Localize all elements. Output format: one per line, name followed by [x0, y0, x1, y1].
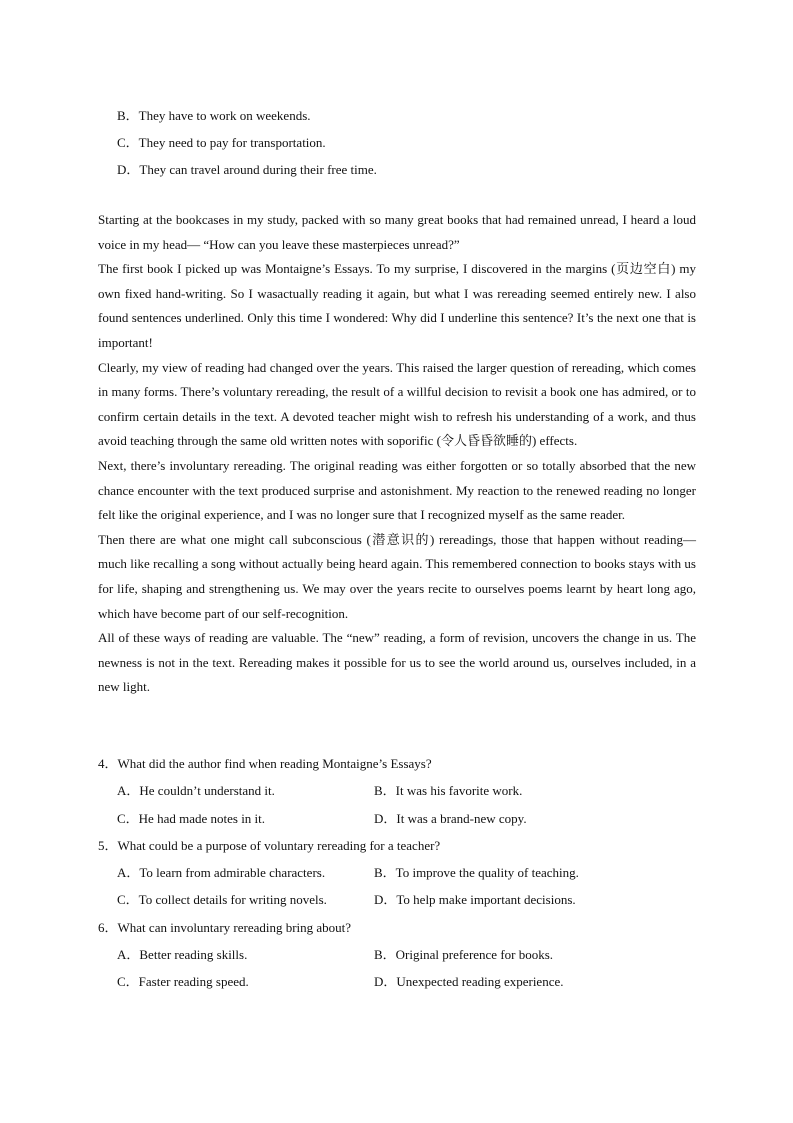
prev-option-b	[117, 108, 311, 124]
prev-option-d	[117, 162, 377, 178]
question-5-stem	[98, 838, 440, 854]
question-4-option-c	[117, 811, 265, 827]
option-label: C．	[117, 135, 139, 150]
option-text: He couldn’t understand it.	[139, 783, 275, 798]
option-text: To collect details for writing novels.	[138, 892, 327, 907]
option-label: B．	[374, 947, 396, 962]
passage-paragraph-3: Clearly, my view of reading had changed over the years. This raised the larger question of rereading, which comes in many forms. There’s voluntary rereading, the result of a willful decision to revisit a book one has admired, or to confirm certain details in the text. A devoted teacher might wish to refresh his understanding of a work, and thus avoid teaching through the same old written notes with soporific (令人昏昏欲睡的) effects.	[98, 359, 696, 449]
option-label: D．	[117, 162, 140, 177]
option-label: B．	[117, 108, 139, 123]
question-4-stem	[98, 756, 432, 772]
option-label: B．	[374, 865, 396, 880]
passage-paragraph-4: Next, there’s involuntary rereading. The original reading was either forgotten or so totally absorbed that the new chance encounter with the text produced surprise and astonishment. My reaction to the renewed reading no longer felt like the original experience, and I was no longer sure that I recognized myself as the same reader.	[98, 457, 696, 523]
question-6-option-d	[374, 974, 564, 990]
passage-paragraph-2: The first book I picked up was Montaigne’s Essays. To my surprise, I discovered in the margins (页边空白) my own fixed hand-writing. So I wasactually reading it again, but what I was rereading seemed entirely new. I also found sentences underlined. Only this time I wondered: Why did I underline this sentence? It’s the next one that is important!	[98, 261, 696, 350]
reading-passage	[98, 208, 696, 700]
question-5-option-d	[374, 892, 576, 908]
passage-paragraph-1: Starting at the bookcases in my study, packed with so many great books that had remained unread, I heard a loud voice in my head— “How can you leave these masterpieces unread?”	[98, 212, 696, 252]
option-text: He had made notes in it.	[138, 811, 266, 826]
prev-option-c	[117, 135, 326, 151]
option-text: Original preference for books.	[395, 947, 554, 962]
option-label: D．	[374, 811, 397, 826]
option-label: C．	[117, 811, 139, 826]
option-text: They have to work on weekends.	[138, 108, 311, 123]
question-number: 4．	[98, 756, 118, 771]
option-label: A．	[117, 865, 140, 880]
option-label: C．	[117, 974, 139, 989]
question-5-option-a	[117, 865, 325, 881]
question-4-option-a	[117, 783, 275, 799]
option-text: They need to pay for transportation.	[138, 135, 326, 150]
option-text: They can travel around during their free time.	[139, 162, 377, 177]
question-6-option-c	[117, 974, 249, 990]
question-text: What can involuntary rereading bring about?	[117, 920, 352, 935]
question-6-stem	[98, 920, 351, 936]
question-number: 5．	[98, 838, 118, 853]
option-text: It was a brand-new copy.	[396, 811, 527, 826]
option-label: D．	[374, 892, 397, 907]
question-4-option-d	[374, 811, 527, 827]
question-5-option-b	[374, 865, 579, 881]
option-label: D．	[374, 974, 397, 989]
option-text: To improve the quality of teaching.	[395, 865, 579, 880]
option-text: Faster reading speed.	[138, 974, 249, 989]
option-text: To help make important decisions.	[396, 892, 576, 907]
question-5-option-c	[117, 892, 327, 908]
option-text: It was his favorite work.	[395, 783, 523, 798]
question-4-option-b	[374, 783, 522, 799]
option-label: A．	[117, 947, 140, 962]
passage-paragraph-6: All of these ways of reading are valuable. The “new” reading, a form of revision, uncovers the change in us. The newness is not in the text. Rereading makes it possible for us to see the world around us, ourselves included, in a new light.	[98, 630, 696, 695]
option-text: Unexpected reading experience.	[396, 974, 564, 989]
question-6-option-b	[374, 947, 553, 963]
question-6-option-a	[117, 947, 247, 963]
passage-paragraph-5: Then there are what one might call subconscious (潜意识的) rereadings, those that happen without reading—much like recalling a song without actually being heard again. This remembered connection to books stays with us for life, shaping and strengthening us. We may over the years recite to ourselves poems learnt by heart long ago, which have become part of our self-recognition.	[98, 531, 696, 621]
option-text: Better reading skills.	[139, 947, 248, 962]
option-text: To learn from admirable characters.	[139, 865, 326, 880]
option-label: C．	[117, 892, 139, 907]
option-label: B．	[374, 783, 396, 798]
question-number: 6．	[98, 920, 118, 935]
option-label: A．	[117, 783, 140, 798]
question-text: What could be a purpose of voluntary rereading for a teacher?	[117, 838, 441, 853]
question-text: What did the author find when reading Montaigne’s Essays?	[117, 756, 432, 771]
